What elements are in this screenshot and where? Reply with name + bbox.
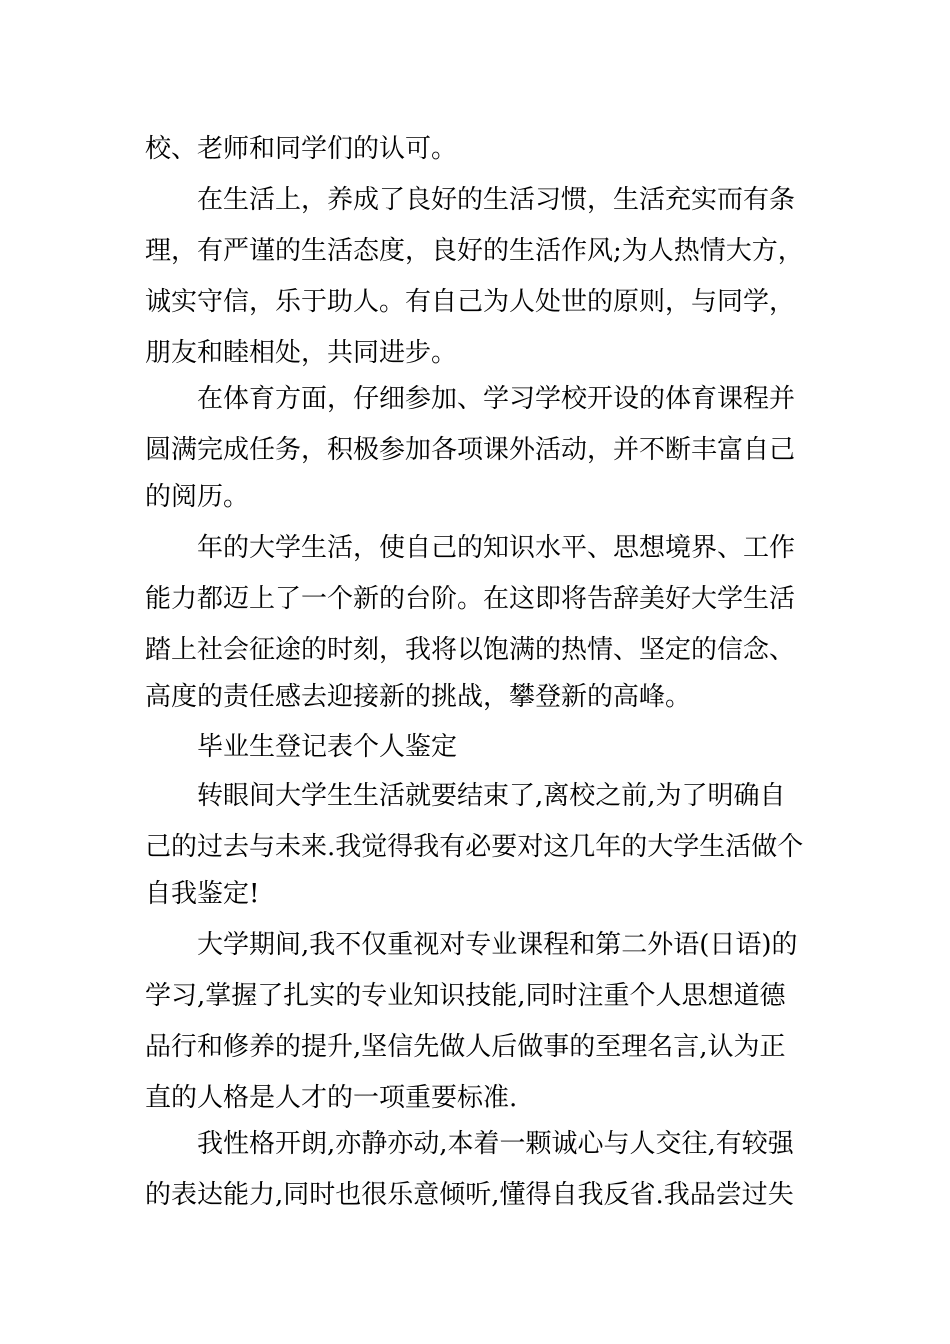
text-line: 学习,掌握了扎实的专业知识技能,同时注重个人思想道德 bbox=[145, 981, 786, 1011]
text-line: 朋友和睦相处，共同进步。 bbox=[145, 338, 458, 368]
text-line: 在生活上，养成了良好的生活习惯，生活充实而有条 bbox=[197, 185, 796, 215]
text-line: 在体育方面，仔细参加、学习学校开设的体育课程并 bbox=[197, 384, 796, 414]
text-line: 能力都迈上了一个新的台阶。在这即将告辞美好大学生活 bbox=[145, 584, 796, 614]
text-line: 我性格开朗,亦静亦动,本着一颗诚心与人交往,有较强 bbox=[197, 1129, 794, 1159]
text-line: 直的人格是人才的一项重要标准. bbox=[145, 1083, 518, 1113]
text-line: 的表达能力,同时也很乐意倾听,懂得自我反省.我品尝过失 bbox=[145, 1180, 794, 1210]
text-line: 自我鉴定! bbox=[145, 879, 260, 909]
text-line: 高度的责任感去迎接新的挑战，攀登新的高峰。 bbox=[145, 682, 692, 712]
text-line: 踏上社会征途的时刻，我将以饱满的热情、坚定的信念、 bbox=[145, 635, 796, 665]
text-line: 年的大学生活，使自己的知识水平、思想境界、工作 bbox=[197, 533, 796, 563]
text-line: 理，有严谨的生活态度，良好的生活作风;为人热情大方， bbox=[145, 236, 804, 266]
text-line: 校、老师和同学们的认可。 bbox=[145, 134, 458, 164]
text-line: 品行和修养的提升,坚信先做人后做事的至理名言,认为正 bbox=[145, 1032, 786, 1062]
text-line: 己的过去与未来.我觉得我有必要对这几年的大学生活做个 bbox=[145, 832, 804, 862]
text-line: 大学期间,我不仅重视对专业课程和第二外语(日语)的 bbox=[197, 930, 798, 960]
text-line: 的阅历。 bbox=[145, 482, 250, 512]
text-line: 圆满完成任务，积极参加各项课外活动，并不断丰富自己 bbox=[145, 435, 796, 465]
section-heading: 毕业生登记表个人鉴定 bbox=[197, 732, 458, 762]
text-line: 诚实守信，乐于助人。有自己为人处世的原则，与同学， bbox=[145, 287, 796, 317]
text-line: 转眼间大学生生活就要结束了,离校之前,为了明确自 bbox=[197, 781, 786, 811]
